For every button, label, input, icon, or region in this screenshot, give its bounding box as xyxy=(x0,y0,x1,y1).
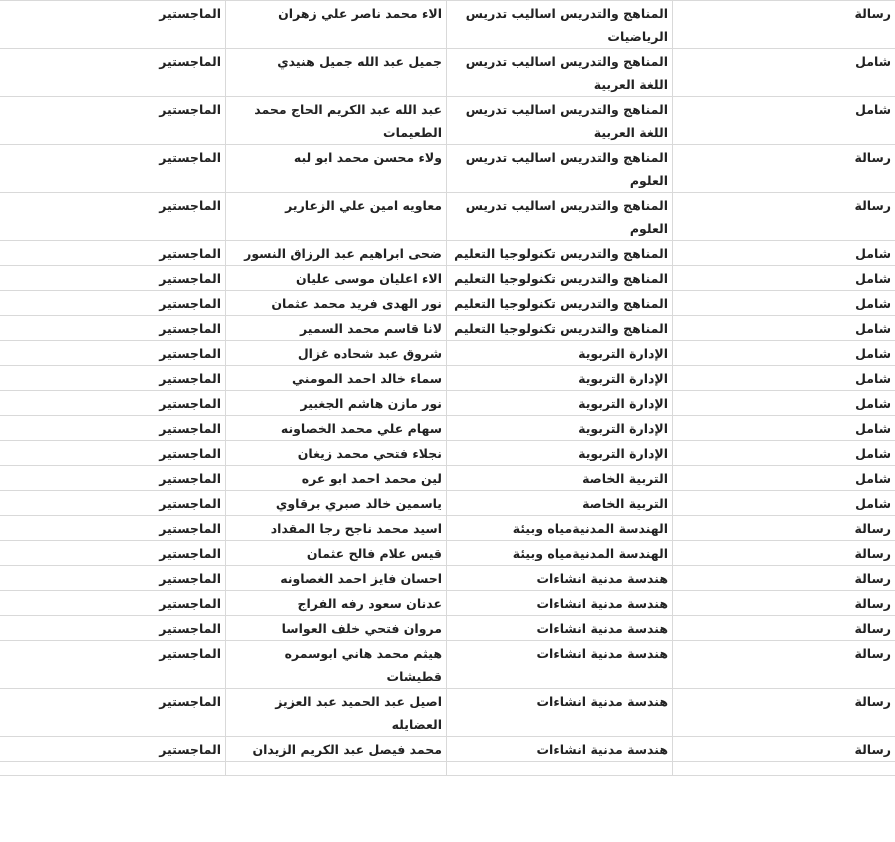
student-name-cell: عدنان سعود رفه الفراج xyxy=(226,591,447,616)
program-cell: الإدارة التربوية xyxy=(447,341,673,366)
table-row xyxy=(0,641,895,689)
exam-type-cell: رسالة xyxy=(673,516,895,541)
exam-type-cell: رسالة xyxy=(673,737,895,762)
degree-cell: الماجستير xyxy=(0,516,226,541)
student-name-cell: ولاء محسن محمد ابو لبه xyxy=(226,145,447,193)
exam-type-cell: رسالة xyxy=(673,566,895,591)
table-row xyxy=(0,616,895,641)
exam-type-cell: شامل xyxy=(673,97,895,145)
program-cell: التربية الخاصة xyxy=(447,491,673,516)
degree-cell: الماجستير xyxy=(0,391,226,416)
exam-type-cell: رسالة xyxy=(673,616,895,641)
program-cell-empty xyxy=(447,762,673,776)
table-row xyxy=(0,366,895,391)
student-name-cell: ضحى ابراهيم عبد الرزاق النسور xyxy=(226,241,447,266)
table-row xyxy=(0,516,895,541)
program-cell: الهندسة المدنيةمياه وبيئة xyxy=(447,516,673,541)
program-cell: المناهج والتدريس تكنولوجيا التعليم xyxy=(447,316,673,341)
table-row xyxy=(0,689,895,737)
program-cell: المناهج والتدريس تكنولوجيا التعليم xyxy=(447,266,673,291)
degree-cell: الماجستير xyxy=(0,341,226,366)
exam-type-cell: شامل xyxy=(673,291,895,316)
table-row xyxy=(0,466,895,491)
table-row xyxy=(0,416,895,441)
program-cell: هندسة مدنية انشاءات xyxy=(447,641,673,689)
exam-type-cell: رسالة xyxy=(673,541,895,566)
exam-type-cell: رسالة xyxy=(673,145,895,193)
student-name-cell: معاويه امين علي الزعارير xyxy=(226,193,447,241)
program-cell: المناهج والتدريس تكنولوجيا التعليم xyxy=(447,241,673,266)
exam-type-cell: شامل xyxy=(673,391,895,416)
program-cell: هندسة مدنية انشاءات xyxy=(447,591,673,616)
degree-cell: الماجستير xyxy=(0,737,226,762)
student-name-cell: لانا قاسم محمد السمير xyxy=(226,316,447,341)
student-name-cell: اسيد محمد ناجح رجا المقداد xyxy=(226,516,447,541)
program-cell: المناهج والتدريس اساليب تدريس الرياضيات xyxy=(447,1,673,49)
exam-type-cell: شامل xyxy=(673,466,895,491)
table-row xyxy=(0,97,895,145)
table-row xyxy=(0,145,895,193)
degree-cell: الماجستير xyxy=(0,441,226,466)
student-name-cell: الاء اعليان موسى عليان xyxy=(226,266,447,291)
degree-cell-empty xyxy=(0,762,226,776)
program-cell: الإدارة التربوية xyxy=(447,441,673,466)
table-row xyxy=(0,193,895,241)
student-name-cell: الاء محمد ناصر علي زهران xyxy=(226,1,447,49)
degree-cell: الماجستير xyxy=(0,689,226,737)
degree-cell: الماجستير xyxy=(0,1,226,49)
table-row xyxy=(0,737,895,762)
program-cell: التربية الخاصة xyxy=(447,466,673,491)
exam-type-cell: شامل xyxy=(673,241,895,266)
degree-cell: الماجستير xyxy=(0,97,226,145)
exam-type-cell: شامل xyxy=(673,341,895,366)
table-row xyxy=(0,266,895,291)
student-name-cell: شروق عبد شحاده غزال xyxy=(226,341,447,366)
exam-type-cell: شامل xyxy=(673,316,895,341)
table-row xyxy=(0,241,895,266)
student-name-cell: سماء خالد احمد المومني xyxy=(226,366,447,391)
degree-cell: الماجستير xyxy=(0,366,226,391)
student-name-cell: لين محمد احمد ابو عره xyxy=(226,466,447,491)
program-cell: المناهج والتدريس اساليب تدريس اللغة العربية xyxy=(447,49,673,97)
student-name-cell: جميل عبد الله جميل هنيدي xyxy=(226,49,447,97)
table-row xyxy=(0,491,895,516)
degree-cell: الماجستير xyxy=(0,491,226,516)
program-cell: هندسة مدنية انشاءات xyxy=(447,689,673,737)
program-cell: هندسة مدنية انشاءات xyxy=(447,566,673,591)
exam-type-cell: رسالة xyxy=(673,193,895,241)
table-row xyxy=(0,566,895,591)
student-name-cell: سهام علي محمد الخصاونه xyxy=(226,416,447,441)
exam-type-cell: شامل xyxy=(673,441,895,466)
program-cell: هندسة مدنية انشاءات xyxy=(447,737,673,762)
student-name-cell: محمد فيصل عبد الكريم الزيدان xyxy=(226,737,447,762)
program-cell: الإدارة التربوية xyxy=(447,391,673,416)
degree-cell: الماجستير xyxy=(0,541,226,566)
degree-cell: الماجستير xyxy=(0,416,226,441)
table-row xyxy=(0,341,895,366)
degree-cell: الماجستير xyxy=(0,616,226,641)
student-name-cell: اصيل عبد الحميد عبد العزيز العضايله xyxy=(226,689,447,737)
degree-cell: الماجستير xyxy=(0,316,226,341)
table-row xyxy=(0,291,895,316)
exam-type-cell: شامل xyxy=(673,491,895,516)
exam-type-cell: شامل xyxy=(673,366,895,391)
exam-type-cell: رسالة xyxy=(673,689,895,737)
program-cell: المناهج والتدريس اساليب تدريس العلوم xyxy=(447,193,673,241)
student-name-cell-empty xyxy=(226,762,447,776)
program-cell: المناهج والتدريس اساليب تدريس اللغة العربية xyxy=(447,97,673,145)
student-name-cell: قيس علام فالح عثمان xyxy=(226,541,447,566)
degree-cell: الماجستير xyxy=(0,591,226,616)
student-name-cell: مروان فتحي خلف العواسا xyxy=(226,616,447,641)
students-table-body xyxy=(0,1,895,776)
exam-type-cell-empty xyxy=(673,762,895,776)
degree-cell: الماجستير xyxy=(0,641,226,689)
student-name-cell: نجلاء فتحي محمد زيغان xyxy=(226,441,447,466)
program-cell: الهندسة المدنيةمياه وبيئة xyxy=(447,541,673,566)
student-name-cell: نور الهدى فريد محمد عثمان xyxy=(226,291,447,316)
exam-type-cell: شامل xyxy=(673,266,895,291)
degree-cell: الماجستير xyxy=(0,49,226,97)
program-cell: المناهج والتدريس اساليب تدريس العلوم xyxy=(447,145,673,193)
student-name-cell: ياسمين خالد صبري برقاوي xyxy=(226,491,447,516)
table-row xyxy=(0,391,895,416)
student-name-cell: احسان فايز احمد الغصاونه xyxy=(226,566,447,591)
program-cell: الإدارة التربوية xyxy=(447,366,673,391)
table-row xyxy=(0,541,895,566)
degree-cell: الماجستير xyxy=(0,193,226,241)
degree-cell: الماجستير xyxy=(0,145,226,193)
program-cell: الإدارة التربوية xyxy=(447,416,673,441)
degree-cell: الماجستير xyxy=(0,241,226,266)
table-row xyxy=(0,1,895,49)
exam-type-cell: رسالة xyxy=(673,641,895,689)
student-name-cell: نور مازن هاشم الجغبير xyxy=(226,391,447,416)
student-name-cell: عبد الله عبد الكريم الحاج محمد الطعيمات xyxy=(226,97,447,145)
program-cell: المناهج والتدريس تكنولوجيا التعليم xyxy=(447,291,673,316)
exam-type-cell: شامل xyxy=(673,49,895,97)
exam-type-cell: رسالة xyxy=(673,591,895,616)
table-row xyxy=(0,441,895,466)
table-row xyxy=(0,591,895,616)
table-row-partial xyxy=(0,762,895,776)
degree-cell: الماجستير xyxy=(0,466,226,491)
program-cell: هندسة مدنية انشاءات xyxy=(447,616,673,641)
exam-type-cell: شامل xyxy=(673,416,895,441)
exam-type-cell: رسالة xyxy=(673,1,895,49)
table-row xyxy=(0,316,895,341)
table-row xyxy=(0,49,895,97)
degree-cell: الماجستير xyxy=(0,291,226,316)
degree-cell: الماجستير xyxy=(0,266,226,291)
student-name-cell: هيثم محمد هاني ابوسمره قطيشات xyxy=(226,641,447,689)
degree-cell: الماجستير xyxy=(0,566,226,591)
